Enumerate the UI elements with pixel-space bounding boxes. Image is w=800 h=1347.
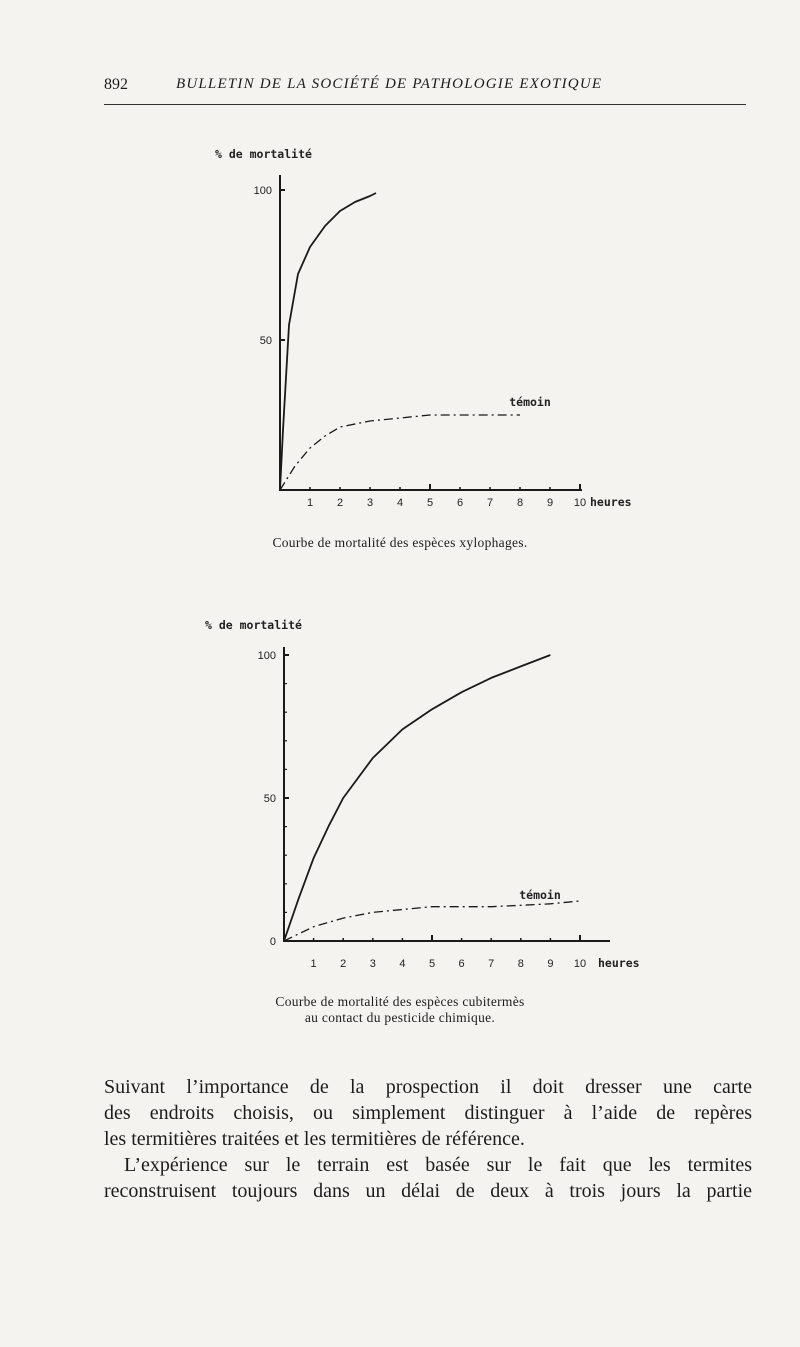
- page-number: 892: [104, 76, 128, 93]
- x-tick-label: 3: [369, 958, 376, 970]
- paragraph-line: Suivant l’importance de la prospection il doit dresser une carte: [104, 1076, 752, 1098]
- chart-xylophages: [0, 130, 800, 530]
- y-tick-label: 100: [257, 650, 276, 662]
- caption-cubitermes: [0, 994, 800, 1026]
- control-series-line: [280, 415, 520, 490]
- paragraph-line: L’expérience sur le terrain est basée sur le fait que les termites: [124, 1154, 752, 1176]
- x-tick-label: 5: [428, 958, 436, 970]
- control-series-label: témoin: [509, 395, 551, 409]
- x-tick-label: 8: [516, 497, 524, 509]
- x-tick-label: 6: [456, 497, 464, 509]
- x-tick-label: 8: [517, 958, 524, 970]
- body-text: [104, 1074, 752, 1204]
- x-tick-label: 9: [546, 497, 554, 509]
- x-tick-label: 1: [310, 958, 317, 970]
- y-axis-label: % de mortalité: [215, 147, 312, 161]
- x-axis-unit: heures: [590, 495, 632, 509]
- x-tick-label: 10: [573, 497, 587, 509]
- x-tick-label: 4: [399, 958, 406, 970]
- paragraph-line: les termitières traitées et les termitières de référence.: [104, 1128, 525, 1150]
- header-rule: [104, 104, 746, 105]
- caption-xylophages: [0, 535, 800, 551]
- x-tick-label: 2: [340, 958, 347, 970]
- chart-cubitermes: [0, 605, 800, 990]
- caption-line: Courbe de mortalité des espèces xylophages.: [272, 535, 528, 550]
- y-tick-label: 50: [263, 793, 276, 805]
- x-tick-label: 2: [336, 497, 344, 509]
- figure-cubitermes: [0, 605, 800, 990]
- x-tick-label: 5: [426, 497, 434, 509]
- caption-line: Courbe de mortalité des espèces cubitermès: [275, 994, 525, 1009]
- x-tick-label: 10: [573, 958, 587, 970]
- y-tick-label: 0: [269, 936, 276, 948]
- x-tick-label: 6: [458, 958, 465, 970]
- paragraph-line: reconstruisent toujours dans un délai de deux à trois jours la partie: [104, 1180, 752, 1202]
- page-header: [104, 72, 746, 102]
- paragraph-line: des endroits choisis, ou simplement distinguer à l’aide de repères: [104, 1102, 752, 1124]
- y-tick-label: 100: [253, 185, 272, 197]
- x-tick-label: 4: [396, 497, 404, 509]
- treated-series-line: [280, 193, 376, 490]
- running-title: BULLETIN DE LA SOCIÉTÉ DE PATHOLOGIE EXOTIQUE: [176, 76, 603, 92]
- x-axis-unit: heures: [598, 956, 640, 970]
- y-tick-label: 50: [259, 335, 272, 347]
- x-tick-label: 3: [366, 497, 374, 509]
- x-tick-label: 7: [486, 497, 494, 509]
- caption-line: au contact du pesticide chimique.: [304, 1010, 496, 1025]
- control-series-label: témoin: [519, 888, 561, 902]
- x-tick-label: 1: [306, 497, 314, 509]
- x-tick-label: 7: [488, 958, 495, 970]
- x-tick-label: 9: [547, 958, 554, 970]
- treated-series-line: [284, 655, 550, 941]
- y-axis-label: % de mortalité: [205, 618, 302, 632]
- figure-xylophages: [0, 130, 800, 530]
